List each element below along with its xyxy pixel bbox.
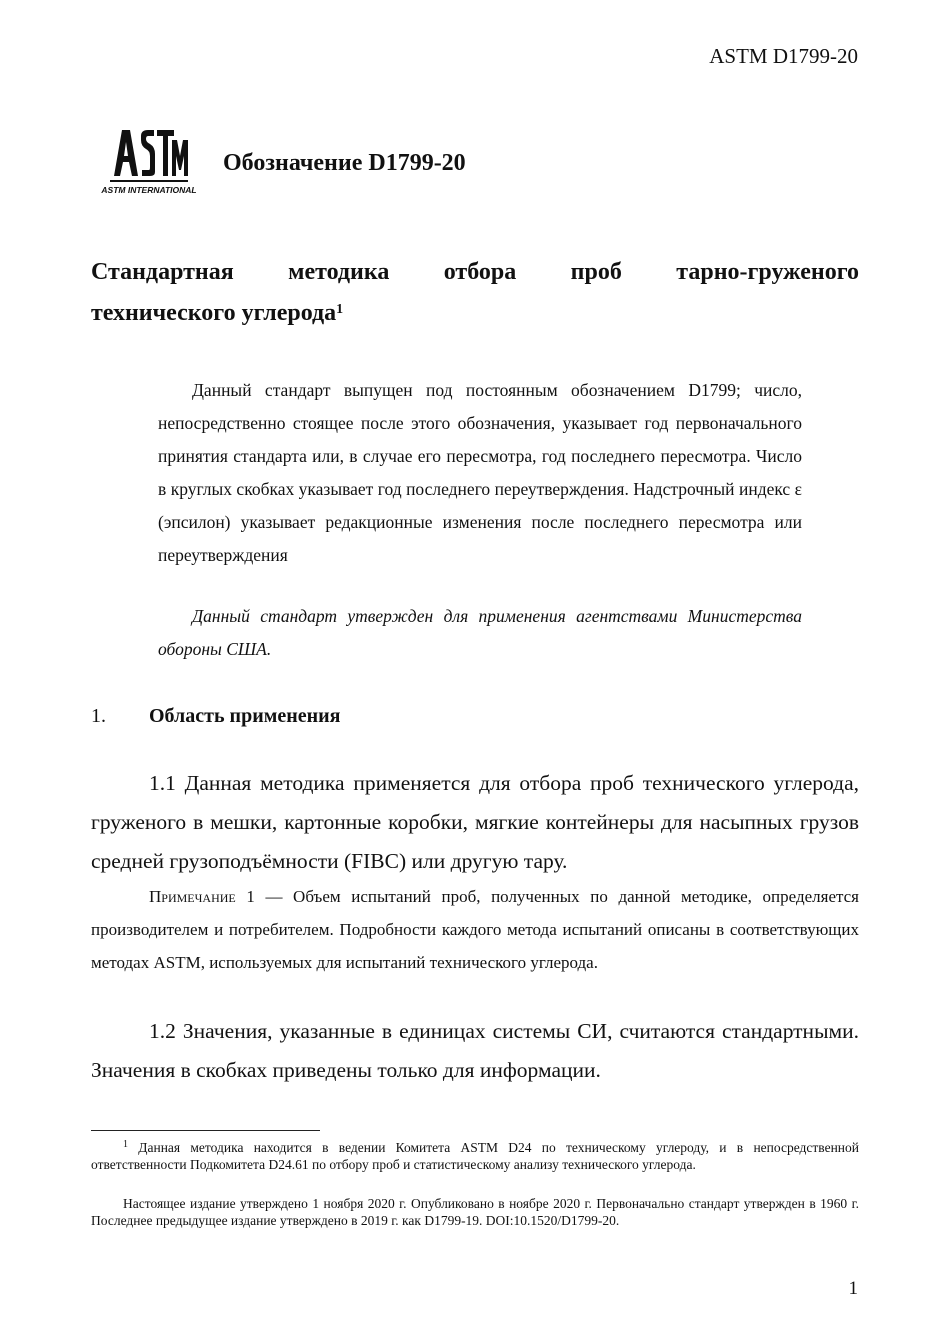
dod-approval-paragraph: Данный стандарт утвержден для применения агентствами Министерства обороны США. (158, 606, 802, 659)
clause-1-2: 1.2 Значения, указанные в единицах системы СИ, считаются стандартными. Значения в скобках приведены только для информации. (91, 1019, 859, 1082)
document-title-line-2 (91, 293, 859, 334)
footnote-1-mark: 1 (123, 1139, 128, 1150)
document-title-line-1: Стандартная методика отбора проб тарно-груженого (91, 259, 859, 285)
astm-logo (101, 126, 197, 196)
footnote-edition-info: Настоящее издание утверждено 1 ноября 2020 г. Опубликовано в ноябре 2020 г. Первоначально стандарт утвержден в 1960 г. Последнее предыдущее издание утверждено в 2019 г. как D1799-19. DOI:10.1520/D1799-20. (91, 1196, 859, 1228)
page-number: 1 (848, 1278, 858, 1299)
note-1-label: Примечание 1 (149, 887, 255, 906)
section-1-title: Область применения (149, 705, 341, 727)
designation-title: Обозначение D1799-20 (223, 150, 466, 176)
intro-paragraph: Данный стандарт выпущен под постоянным обозначением D1799; число, непосредственно стоящее после этого обозначения, указывает год первоначального принятия стандарта или, в случае его пересмотра, год последнего пересмотра. Число в круглых скобках указывает год последнего переутверждения. Надстрочный индекс ε (эпсилон) указывает редакционные изменения после последнего пересмотра или переутверждения (158, 380, 802, 565)
note-1-text: — Объем испытаний проб, полученных по данной методике, определяется производителем и потребителем. Подробности каждого метода испытаний описаны в соответствующих методах ASTM, используемых для испытаний технического углерода. (91, 887, 859, 972)
title-footnote-ref[interactable]: 1 (336, 302, 344, 317)
clause-1-1: 1.1 Данная методика применяется для отбора проб технического углерода, груженого в мешки, картонные коробки, мягкие контейнеры для насыпных грузов средней грузоподъёмности (FIBC) или другую тару. (91, 771, 859, 873)
document-code-header: ASTM D1799-20 (709, 44, 858, 68)
footnote-1-text: Данная методика находится в ведении Комитета ASTM D24 по техническому углероду, и в непосредственной ответственности Подкомитета D24.61 по отбору проб и статистическому анализу технического углерода. (91, 1140, 859, 1172)
footnote-1 (91, 1139, 859, 1173)
document-title-line-2-text: технического углерода (91, 300, 337, 326)
astm-logo-text: ASTM INTERNATIONAL (101, 185, 197, 195)
section-1-number: 1. (91, 705, 106, 727)
footnote-divider (91, 1130, 320, 1131)
note-1 (91, 880, 859, 979)
